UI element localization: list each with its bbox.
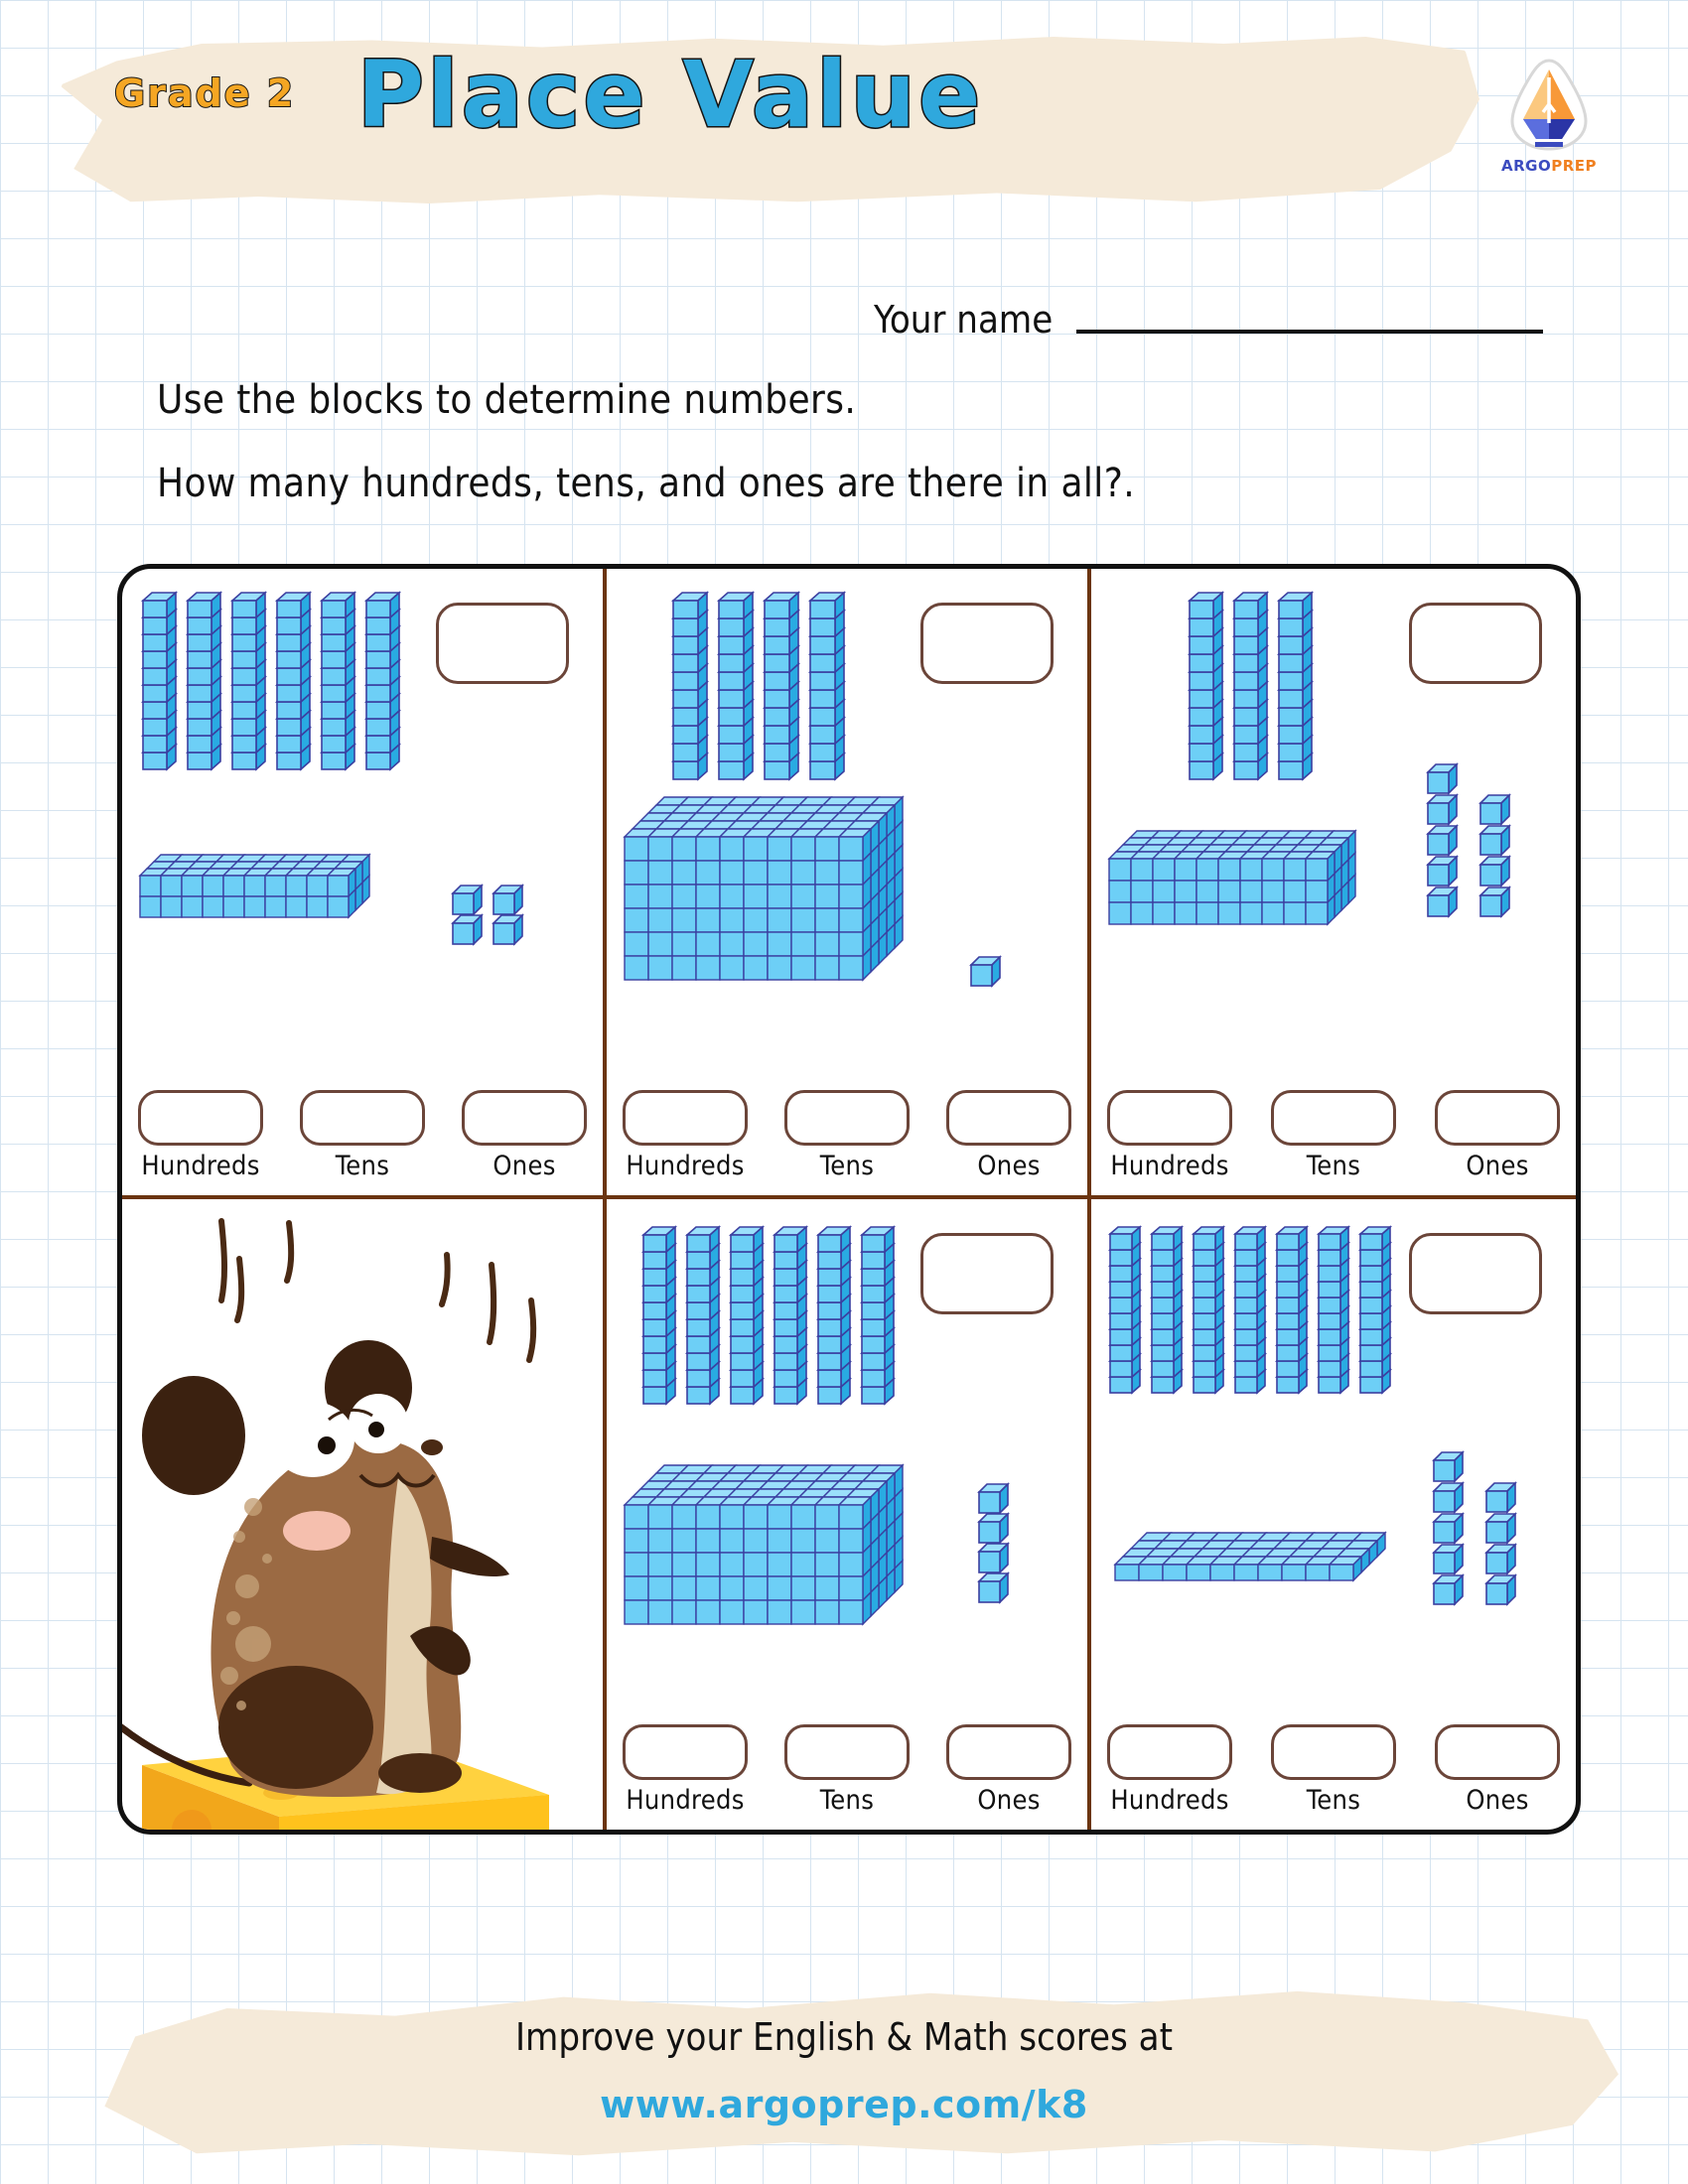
mouse-nose bbox=[421, 1439, 443, 1455]
tens-rod bbox=[1359, 1227, 1392, 1396]
mouse-on-cheese-illustration bbox=[117, 1209, 559, 1835]
mouse-hind-foot bbox=[378, 1753, 462, 1793]
tens-rod bbox=[774, 1227, 808, 1407]
blocks-area-2 bbox=[621, 587, 1073, 1100]
ones-unit-cube bbox=[452, 914, 484, 946]
label-ones-3: Ones bbox=[1466, 1151, 1529, 1181]
ones-unit-cube bbox=[1479, 856, 1511, 887]
tens-rod bbox=[1151, 1227, 1184, 1396]
ones-units-group-4 bbox=[978, 1483, 1066, 1653]
ones-unit-cube bbox=[1479, 794, 1511, 826]
grade-label: Grade 2 bbox=[114, 71, 296, 115]
pv-ones-5 bbox=[1435, 1724, 1560, 1816]
tens-rod bbox=[187, 593, 222, 772]
place-value-row-2 bbox=[623, 1090, 1071, 1181]
label-hundreds-1: Hundreds bbox=[141, 1151, 260, 1181]
answer-box-hundreds-2[interactable] bbox=[623, 1090, 748, 1146]
tens-rods-group-2 bbox=[672, 593, 846, 782]
ones-unit-cube bbox=[1485, 1574, 1517, 1606]
ones-unit-cube bbox=[1479, 887, 1511, 918]
pv-tens-5 bbox=[1271, 1724, 1396, 1816]
ones-units-group-1 bbox=[452, 885, 540, 1054]
ones-unit-cube bbox=[1485, 1482, 1517, 1514]
label-ones-2: Ones bbox=[977, 1151, 1041, 1181]
place-value-row-1 bbox=[138, 1090, 587, 1181]
ones-unit-cube bbox=[1427, 825, 1459, 857]
pv-hundreds-3 bbox=[1107, 1090, 1232, 1181]
tens-rods-group-1 bbox=[142, 593, 401, 772]
tens-rods-group-5 bbox=[1109, 1227, 1392, 1396]
tens-rod bbox=[861, 1227, 896, 1407]
blocks-area-4 bbox=[621, 1217, 1073, 1734]
ones-unit-cube bbox=[1433, 1574, 1465, 1606]
tens-rod bbox=[672, 593, 709, 782]
pv-tens-4 bbox=[784, 1724, 910, 1816]
answer-box-ones-3[interactable] bbox=[1435, 1090, 1560, 1146]
pv-ones-3 bbox=[1435, 1090, 1560, 1181]
name-input-line[interactable] bbox=[1076, 330, 1543, 334]
tens-rod bbox=[686, 1227, 721, 1407]
mouse-cheek bbox=[283, 1511, 351, 1551]
blocks-area-1 bbox=[136, 587, 589, 1100]
instructions bbox=[157, 377, 1448, 544]
ones-units-group-3 bbox=[1427, 763, 1523, 938]
ones-unit-cube bbox=[970, 956, 1002, 988]
ones-unit-cube bbox=[1433, 1513, 1465, 1545]
ones-unit-cube bbox=[978, 1483, 1010, 1515]
ones-unit-cube bbox=[978, 1572, 1010, 1604]
page-title: Place Value bbox=[356, 42, 984, 148]
ones-unit-cube bbox=[1485, 1544, 1517, 1575]
tens-rod bbox=[1233, 593, 1269, 782]
tens-rod bbox=[809, 593, 846, 782]
motion-lines bbox=[221, 1221, 533, 1360]
answer-box-tens-5[interactable] bbox=[1271, 1724, 1396, 1780]
label-tens-1: Tens bbox=[335, 1151, 390, 1181]
logo-prep: PREP bbox=[1551, 157, 1598, 175]
ones-unit-cube bbox=[1479, 825, 1511, 857]
pv-hundreds-1 bbox=[138, 1090, 263, 1181]
hundreds-flat-3 bbox=[1107, 829, 1357, 926]
illustration-cell bbox=[122, 1199, 607, 1830]
ones-unit-cube bbox=[452, 885, 484, 916]
label-tens-5: Tens bbox=[1306, 1785, 1361, 1816]
tens-rod bbox=[231, 593, 267, 772]
answer-box-hundreds-5[interactable] bbox=[1107, 1724, 1232, 1780]
pv-tens-3 bbox=[1271, 1090, 1396, 1181]
tens-rod bbox=[642, 1227, 677, 1407]
tens-rod bbox=[1234, 1227, 1267, 1396]
label-hundreds-4: Hundreds bbox=[626, 1785, 745, 1816]
exercise-cell-2 bbox=[607, 569, 1091, 1199]
answer-box-ones-1[interactable] bbox=[462, 1090, 587, 1146]
label-ones-4: Ones bbox=[977, 1785, 1041, 1816]
tens-rod bbox=[730, 1227, 765, 1407]
hundreds-flat-1 bbox=[138, 853, 371, 919]
place-value-row-4 bbox=[623, 1724, 1071, 1816]
label-hundreds-5: Hundreds bbox=[1110, 1785, 1229, 1816]
ones-unit-cube bbox=[492, 885, 524, 916]
label-hundreds-2: Hundreds bbox=[626, 1151, 745, 1181]
blocks-area-5 bbox=[1105, 1217, 1562, 1734]
tens-rod bbox=[142, 593, 178, 772]
logo-argo: ARGO bbox=[1500, 157, 1552, 175]
pv-hundreds-2 bbox=[623, 1090, 748, 1181]
exercise-cell-5 bbox=[1091, 1199, 1576, 1830]
tens-rod bbox=[365, 593, 401, 772]
ones-unit-cube bbox=[1427, 856, 1459, 887]
argoprep-logo bbox=[1484, 58, 1614, 187]
label-tens-3: Tens bbox=[1306, 1151, 1361, 1181]
tens-rod bbox=[817, 1227, 852, 1407]
tens-rod bbox=[276, 593, 312, 772]
tens-rod bbox=[1278, 593, 1314, 782]
label-tens-4: Tens bbox=[819, 1785, 875, 1816]
tens-rod bbox=[321, 593, 356, 772]
ones-unit-cube bbox=[492, 914, 524, 946]
blocks-area-3 bbox=[1105, 587, 1562, 1100]
answer-box-ones-5[interactable] bbox=[1435, 1724, 1560, 1780]
answer-box-tens-1[interactable] bbox=[300, 1090, 425, 1146]
hundreds-cube-2 bbox=[623, 795, 905, 982]
answer-box-hundreds-1[interactable] bbox=[138, 1090, 263, 1146]
pv-tens-2 bbox=[784, 1090, 910, 1181]
tens-rod bbox=[764, 593, 800, 782]
ones-unit-cube bbox=[978, 1543, 1010, 1574]
tens-rods-group-4 bbox=[642, 1227, 896, 1407]
ones-unit-cube bbox=[1427, 763, 1459, 795]
pv-ones-4 bbox=[946, 1724, 1071, 1816]
pv-hundreds-4 bbox=[623, 1724, 748, 1816]
ones-unit-cube bbox=[1427, 794, 1459, 826]
tens-rods-group-3 bbox=[1189, 593, 1314, 782]
answer-box-hundreds-3[interactable] bbox=[1107, 1090, 1232, 1146]
answer-box-tens-3[interactable] bbox=[1271, 1090, 1396, 1146]
tens-rod bbox=[1276, 1227, 1309, 1396]
footer-banner bbox=[89, 1971, 1618, 2159]
exercise-cell-3 bbox=[1091, 569, 1576, 1199]
footer-tagline: Improve your English & Math scores at bbox=[514, 2015, 1174, 2059]
answer-box-hundreds-4[interactable] bbox=[623, 1724, 748, 1780]
label-ones-5: Ones bbox=[1466, 1785, 1529, 1816]
pen-nib-icon bbox=[1506, 58, 1592, 157]
tens-rod bbox=[1189, 593, 1224, 782]
ones-unit-cube bbox=[1433, 1451, 1465, 1483]
pv-hundreds-5 bbox=[1107, 1724, 1232, 1816]
pv-tens-1 bbox=[300, 1090, 425, 1181]
answer-box-ones-2[interactable] bbox=[946, 1090, 1071, 1146]
tens-rod bbox=[718, 593, 755, 782]
tens-rod bbox=[1318, 1227, 1350, 1396]
answer-box-tens-4[interactable] bbox=[784, 1724, 910, 1780]
pv-ones-1 bbox=[462, 1090, 587, 1181]
ones-unit-cube bbox=[1485, 1513, 1517, 1545]
ones-units-group-5 bbox=[1433, 1451, 1529, 1626]
answer-box-tens-2[interactable] bbox=[784, 1090, 910, 1146]
label-hundreds-3: Hundreds bbox=[1110, 1151, 1229, 1181]
place-value-row-5 bbox=[1107, 1724, 1560, 1816]
label-tens-2: Tens bbox=[819, 1151, 875, 1181]
name-field-row bbox=[874, 298, 1543, 341]
name-label: Your name bbox=[874, 298, 1054, 341]
answer-box-ones-4[interactable] bbox=[946, 1724, 1071, 1780]
instruction-line-2: How many hundreds, tens, and ones are there in all?. bbox=[157, 461, 1136, 506]
tens-rod bbox=[1109, 1227, 1142, 1396]
place-value-row-3 bbox=[1107, 1090, 1560, 1181]
exercise-cell-4 bbox=[607, 1199, 1091, 1830]
logo-wordmark bbox=[1484, 157, 1614, 175]
ones-unit-cube bbox=[1433, 1544, 1465, 1575]
ones-unit-cube bbox=[1427, 887, 1459, 918]
ones-unit-cube bbox=[978, 1513, 1010, 1545]
tens-rod bbox=[1193, 1227, 1225, 1396]
worksheet-grid bbox=[117, 564, 1581, 1835]
hundreds-cube-4 bbox=[623, 1463, 905, 1626]
footer-url[interactable]: www.argoprep.com/k8 bbox=[600, 2083, 1088, 2126]
label-ones-1: Ones bbox=[492, 1151, 556, 1181]
instruction-line-1: Use the blocks to determine numbers. bbox=[157, 377, 857, 423]
exercise-cell-1 bbox=[122, 569, 607, 1199]
mouse-ear-left bbox=[142, 1376, 245, 1495]
mouse-foot bbox=[218, 1666, 373, 1789]
pv-ones-2 bbox=[946, 1090, 1071, 1181]
hundreds-flat-5 bbox=[1113, 1531, 1387, 1582]
ones-unit-cube bbox=[1433, 1482, 1465, 1514]
